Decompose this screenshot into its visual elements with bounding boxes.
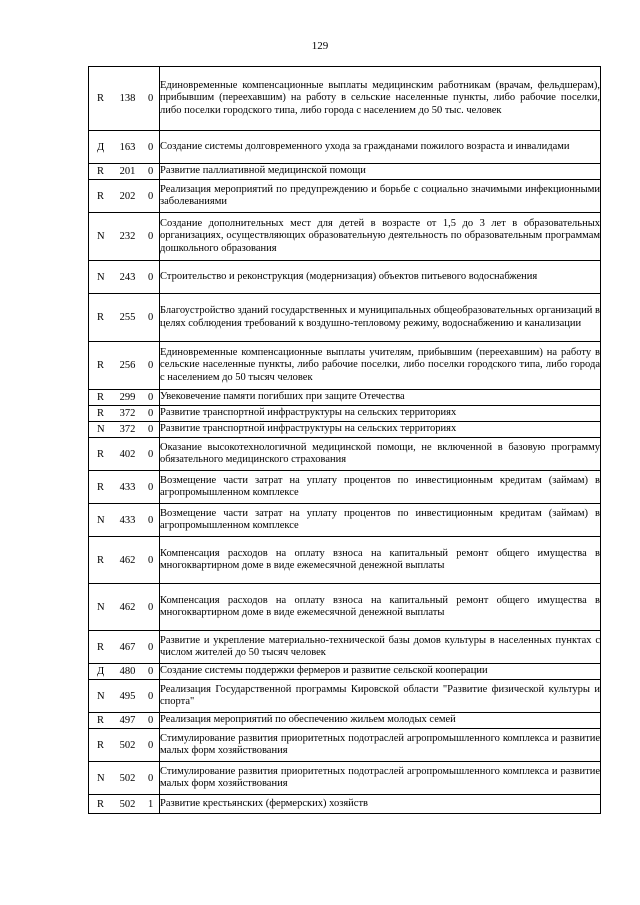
code-cell xyxy=(89,680,160,713)
description-cell: Развитие транспортной инфраструктуры на сельских территориях xyxy=(160,406,601,422)
code-suffix: 0 xyxy=(148,448,154,460)
description-cell: Реализация мероприятий по предупреждению и борьбе с социально значимыми инфекционными заболеваниями xyxy=(160,180,601,213)
table-row xyxy=(89,664,601,680)
table-row xyxy=(89,261,601,294)
description-cell: Увековечение памяти погибших при защите Отечества xyxy=(160,390,601,406)
code-suffix: 0 xyxy=(148,666,154,677)
code-suffix: 0 xyxy=(148,190,154,202)
table-row xyxy=(89,438,601,471)
code-suffix: 0 xyxy=(148,641,154,653)
code-cell xyxy=(89,504,160,537)
code-number: 299 xyxy=(119,392,136,403)
code-number: 402 xyxy=(119,448,136,460)
code-suffix: 0 xyxy=(148,739,154,751)
code-cell xyxy=(89,406,160,422)
code-cell xyxy=(89,342,160,390)
code-cell xyxy=(89,471,160,504)
code-letter: N xyxy=(97,271,105,283)
table-row xyxy=(89,294,601,342)
code-letter: R xyxy=(97,641,105,653)
table-row xyxy=(89,406,601,422)
page-number: 129 xyxy=(311,40,329,52)
table-row xyxy=(89,471,601,504)
description-cell: Создание системы поддержки фермеров и развитие сельской кооперации xyxy=(160,664,601,680)
table-row xyxy=(89,390,601,406)
code-suffix: 0 xyxy=(148,772,154,784)
code-letter: N xyxy=(97,601,105,613)
code-number: 372 xyxy=(119,408,136,419)
code-suffix: 0 xyxy=(148,408,154,419)
description-cell: Благоустройство зданий государственных и муниципальных общеобразовательных организаций в целях соблюдения требований к воздушно-тепловому режиму, водоснабжению и канализации xyxy=(160,294,601,342)
code-number: 462 xyxy=(119,601,136,613)
description-cell: Возмещение части затрат на уплату процентов по инвестиционным кредитам (займам) в агропромышленном комплексе xyxy=(160,471,601,504)
description-cell: Развитие крестьянских (фермерских) хозяйств xyxy=(160,795,601,814)
code-cell xyxy=(89,180,160,213)
code-number: 433 xyxy=(119,514,136,526)
code-number: 232 xyxy=(119,231,136,242)
code-letter: R xyxy=(97,360,105,371)
code-number: 138 xyxy=(119,93,136,104)
code-number: 433 xyxy=(119,481,136,493)
code-cell xyxy=(89,164,160,180)
description-cell: Реализация мероприятий по обеспечению жильем молодых семей xyxy=(160,713,601,729)
code-cell xyxy=(89,67,160,131)
code-suffix: 0 xyxy=(148,392,154,403)
description-cell: Стимулирование развития приоритетных подотраслей агропромышленного комплекса и развитие малых форм хозяйствования xyxy=(160,762,601,795)
description-cell: Компенсация расходов на оплату взноса на капитальный ремонт общего имущества в многоквартирном доме в виде ежемесячной денежной выплаты xyxy=(160,584,601,631)
code-letter: N xyxy=(97,424,105,435)
code-letter: R xyxy=(97,93,105,104)
code-letter: Д xyxy=(97,666,105,677)
table-row xyxy=(89,680,601,713)
code-letter: R xyxy=(97,166,105,177)
code-number: 502 xyxy=(119,739,136,751)
code-number: 502 xyxy=(119,798,136,810)
code-number: 372 xyxy=(119,424,136,435)
table-row xyxy=(89,729,601,762)
code-number: 201 xyxy=(119,166,136,177)
code-letter: R xyxy=(97,312,105,323)
table-row xyxy=(89,584,601,631)
table-row xyxy=(89,762,601,795)
code-letter: Д xyxy=(97,141,105,153)
code-cell xyxy=(89,438,160,471)
code-number: 462 xyxy=(119,554,136,566)
code-letter: R xyxy=(97,554,105,566)
table-row xyxy=(89,713,601,729)
code-suffix: 0 xyxy=(148,715,154,726)
code-letter: N xyxy=(97,514,105,526)
description-cell: Реализация Государственной программы Кировской области "Развитие физической культуры и спорта" xyxy=(160,680,601,713)
description-cell: Стимулирование развития приоритетных подотраслей агропромышленного комплекса и развитие малых форм хозяйствования xyxy=(160,729,601,762)
table-row xyxy=(89,342,601,390)
code-letter: R xyxy=(97,481,105,493)
table-row xyxy=(89,67,601,131)
code-cell xyxy=(89,713,160,729)
description-cell: Создание системы долговременного ухода за гражданами пожилого возраста и инвалидами xyxy=(160,131,601,164)
code-number: 243 xyxy=(119,271,136,283)
code-suffix: 0 xyxy=(148,93,154,104)
description-cell: Возмещение части затрат на уплату процентов по инвестиционным кредитам (займам) в агропромышленном комплексе xyxy=(160,504,601,537)
code-suffix: 0 xyxy=(148,312,154,323)
code-number: 163 xyxy=(119,141,136,153)
code-cell xyxy=(89,664,160,680)
code-cell xyxy=(89,261,160,294)
code-number: 467 xyxy=(119,641,136,653)
code-number: 502 xyxy=(119,772,136,784)
code-cell xyxy=(89,390,160,406)
code-cell xyxy=(89,729,160,762)
code-suffix: 0 xyxy=(148,424,154,435)
code-letter: R xyxy=(97,798,105,810)
table-body xyxy=(89,67,601,814)
table-row xyxy=(89,631,601,664)
code-suffix: 0 xyxy=(148,690,154,702)
code-suffix: 0 xyxy=(148,141,154,153)
code-letter: R xyxy=(97,448,105,460)
description-cell: Единовременные компенсационные выплаты учителям, прибывшим (переехавшим) на работу в сельские населенные пункты, либо рабочие поселки, либо поселки городского типа, либо города с населением до 50 тысяч человек xyxy=(160,342,601,390)
table-row xyxy=(89,131,601,164)
table-row xyxy=(89,537,601,584)
description-cell: Создание дополнительных мест для детей в возрасте от 1,5 до 3 лет в образовательных организациях, осуществляющих образовательную деятельность по образовательным программам дошкольного образования xyxy=(160,213,601,261)
code-letter: R xyxy=(97,739,105,751)
code-letter: N xyxy=(97,772,105,784)
table-row xyxy=(89,504,601,537)
description-cell: Развитие транспортной инфраструктуры на сельских территориях xyxy=(160,422,601,438)
code-cell xyxy=(89,762,160,795)
code-letter: R xyxy=(97,392,105,403)
table-row xyxy=(89,213,601,261)
budget-codes-table xyxy=(88,66,601,814)
description-cell: Строительство и реконструкция (модернизация) объектов питьевого водоснабжения xyxy=(160,261,601,294)
code-number: 256 xyxy=(119,360,136,371)
code-cell xyxy=(89,795,160,814)
table-row xyxy=(89,180,601,213)
code-cell xyxy=(89,213,160,261)
code-cell xyxy=(89,537,160,584)
table-row xyxy=(89,422,601,438)
code-letter: R xyxy=(97,408,105,419)
code-cell xyxy=(89,422,160,438)
code-suffix: 1 xyxy=(148,798,154,810)
description-cell: Развитие паллиативной медицинской помощи xyxy=(160,164,601,180)
description-cell: Развитие и укрепление материально-технической базы домов культуры в населенных пунктах с числом жителей до 50 тысяч человек xyxy=(160,631,601,664)
code-suffix: 0 xyxy=(148,360,154,371)
code-number: 497 xyxy=(119,715,136,726)
code-cell xyxy=(89,631,160,664)
code-number: 202 xyxy=(119,190,136,202)
code-letter: R xyxy=(97,190,105,202)
description-cell: Оказание высокотехнологичной медицинской помощи, не включенной в базовую программу обязательного медицинского страхования xyxy=(160,438,601,471)
table-row xyxy=(89,164,601,180)
code-letter: R xyxy=(97,715,105,726)
code-suffix: 0 xyxy=(148,166,154,177)
code-suffix: 0 xyxy=(148,514,154,526)
description-cell: Компенсация расходов на оплату взноса на капитальный ремонт общего имущества в многоквартирном доме в виде ежемесячной денежной выплаты xyxy=(160,537,601,584)
description-cell: Единовременные компенсационные выплаты медицинским работникам (врачам, фельдшерам), прибывшим (переехавшим) на работу в сельские населенные пункты, либо рабочие поселки, либо поселки городского типа, либо города с населением до 50 тыс. человек xyxy=(160,67,601,131)
code-letter: N xyxy=(97,690,105,702)
code-letter: N xyxy=(97,231,105,242)
code-suffix: 0 xyxy=(148,231,154,242)
code-number: 495 xyxy=(119,690,136,702)
code-cell xyxy=(89,294,160,342)
code-suffix: 0 xyxy=(148,481,154,493)
code-suffix: 0 xyxy=(148,554,154,566)
code-suffix: 0 xyxy=(148,271,154,283)
table-row xyxy=(89,795,601,814)
code-number: 255 xyxy=(119,312,136,323)
code-number: 480 xyxy=(119,666,136,677)
code-cell xyxy=(89,584,160,631)
code-cell xyxy=(89,131,160,164)
code-suffix: 0 xyxy=(148,601,154,613)
